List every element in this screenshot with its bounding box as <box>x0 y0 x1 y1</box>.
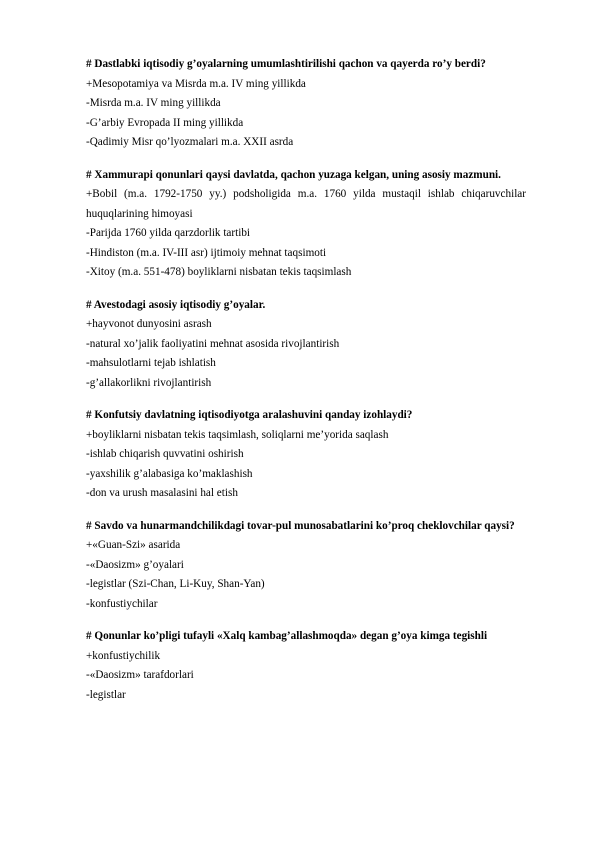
answer-option: -G’arbiy Evropada II ming yillikda <box>86 116 244 129</box>
answer-option: +hayvonot dunyosini asrash <box>86 318 212 330</box>
question-title: # Avestodagi asosiy iqtisodiy g’oyalar. <box>86 298 266 311</box>
answer-option: -Hindiston (m.a. IV-III asr) ijtimoiy mehnat taqsimoti <box>86 246 327 259</box>
answer-option: -don va urush masalasini hal etish <box>86 487 238 499</box>
answer-option: -Parijda 1760 yilda qarzdorlik tartibi <box>86 227 251 239</box>
question-2 <box>86 166 526 283</box>
document-page <box>86 55 526 718</box>
answer-option: -ishlab chiqarish quvvatini oshirish <box>86 448 244 460</box>
answer-option: +Mesopotamiya va Misrda m.a. IV ming yillikda <box>86 77 306 90</box>
answer-option: +«Guan-Szi» asarida <box>86 539 181 551</box>
answer-option: -mahsulotlarni tejab ishlatish <box>86 357 216 369</box>
answer-option: +boyliklarni nisbatan tekis taqsimlash, soliqlarni me’yorida saqlash <box>86 428 389 441</box>
question-4 <box>86 406 526 504</box>
question-1 <box>86 55 526 153</box>
answer-option: -g’allakorlikni rivojlantirish <box>86 376 212 389</box>
answer-option: +konfustiychilik <box>86 649 161 662</box>
question-3 <box>86 296 526 394</box>
answer-option: -«Daosizm» tarafdorlari <box>86 669 194 681</box>
question-title: # Dastlabki iqtisodiy g’oyalarning umumlashtirilishi qachon va qayerda ro’y berdi? <box>86 58 486 70</box>
question-5 <box>86 517 526 615</box>
question-title: # Konfutsiy davlatning iqtisodiyotga aralashuvini qanday izohlaydi? <box>86 409 413 421</box>
question-title: # Xammurapi qonunlari qaysi davlatda, qachon yuzaga kelgan, uning asosiy mazmuni. <box>86 168 501 181</box>
answer-option: -legistlar <box>86 688 126 701</box>
answer-option: -legistlar (Szi-Chan, Li-Kuy, Shan-Yan) <box>86 578 265 590</box>
answer-option: -«Daosizm» g’oyalari <box>86 558 184 571</box>
answer-option: -Qadimiy Misr qo’lyozmalari m.a. XXII asrda <box>86 136 294 148</box>
answer-option: -Xitoy (m.a. 551-478) boyliklarni nisbatan tekis taqsimlash <box>86 266 352 278</box>
answer-option-line: +Bobil (m.a. 1792-1750 yy.) podsholigida m.a. 1760 yilda mustaqil ishlab chiqaruvchilar <box>86 188 526 200</box>
question-title: # Savdo va hunarmandchilikdagi tovar-pul munosabatlarini ko’proq cheklovchilar qaysi? <box>86 519 515 532</box>
answer-option: -natural xo’jalik faoliyatini mehnat asosida rivojlantirish <box>86 337 340 350</box>
answer-option <box>86 185 526 224</box>
answer-option-line: huquqlarining himoyasi <box>86 207 193 220</box>
question-6 <box>86 627 526 705</box>
answer-option: -Misrda m.a. IV ming yillikda <box>86 97 221 109</box>
answer-option: -konfustiychilar <box>86 597 158 610</box>
question-title: # Qonunlar ko’pligi tufayli «Xalq kambag’allashmoqda» degan g’oya kimga tegishli <box>86 630 488 642</box>
answer-option: -yaxshilik g’alabasiga ko’maklashish <box>86 467 253 480</box>
